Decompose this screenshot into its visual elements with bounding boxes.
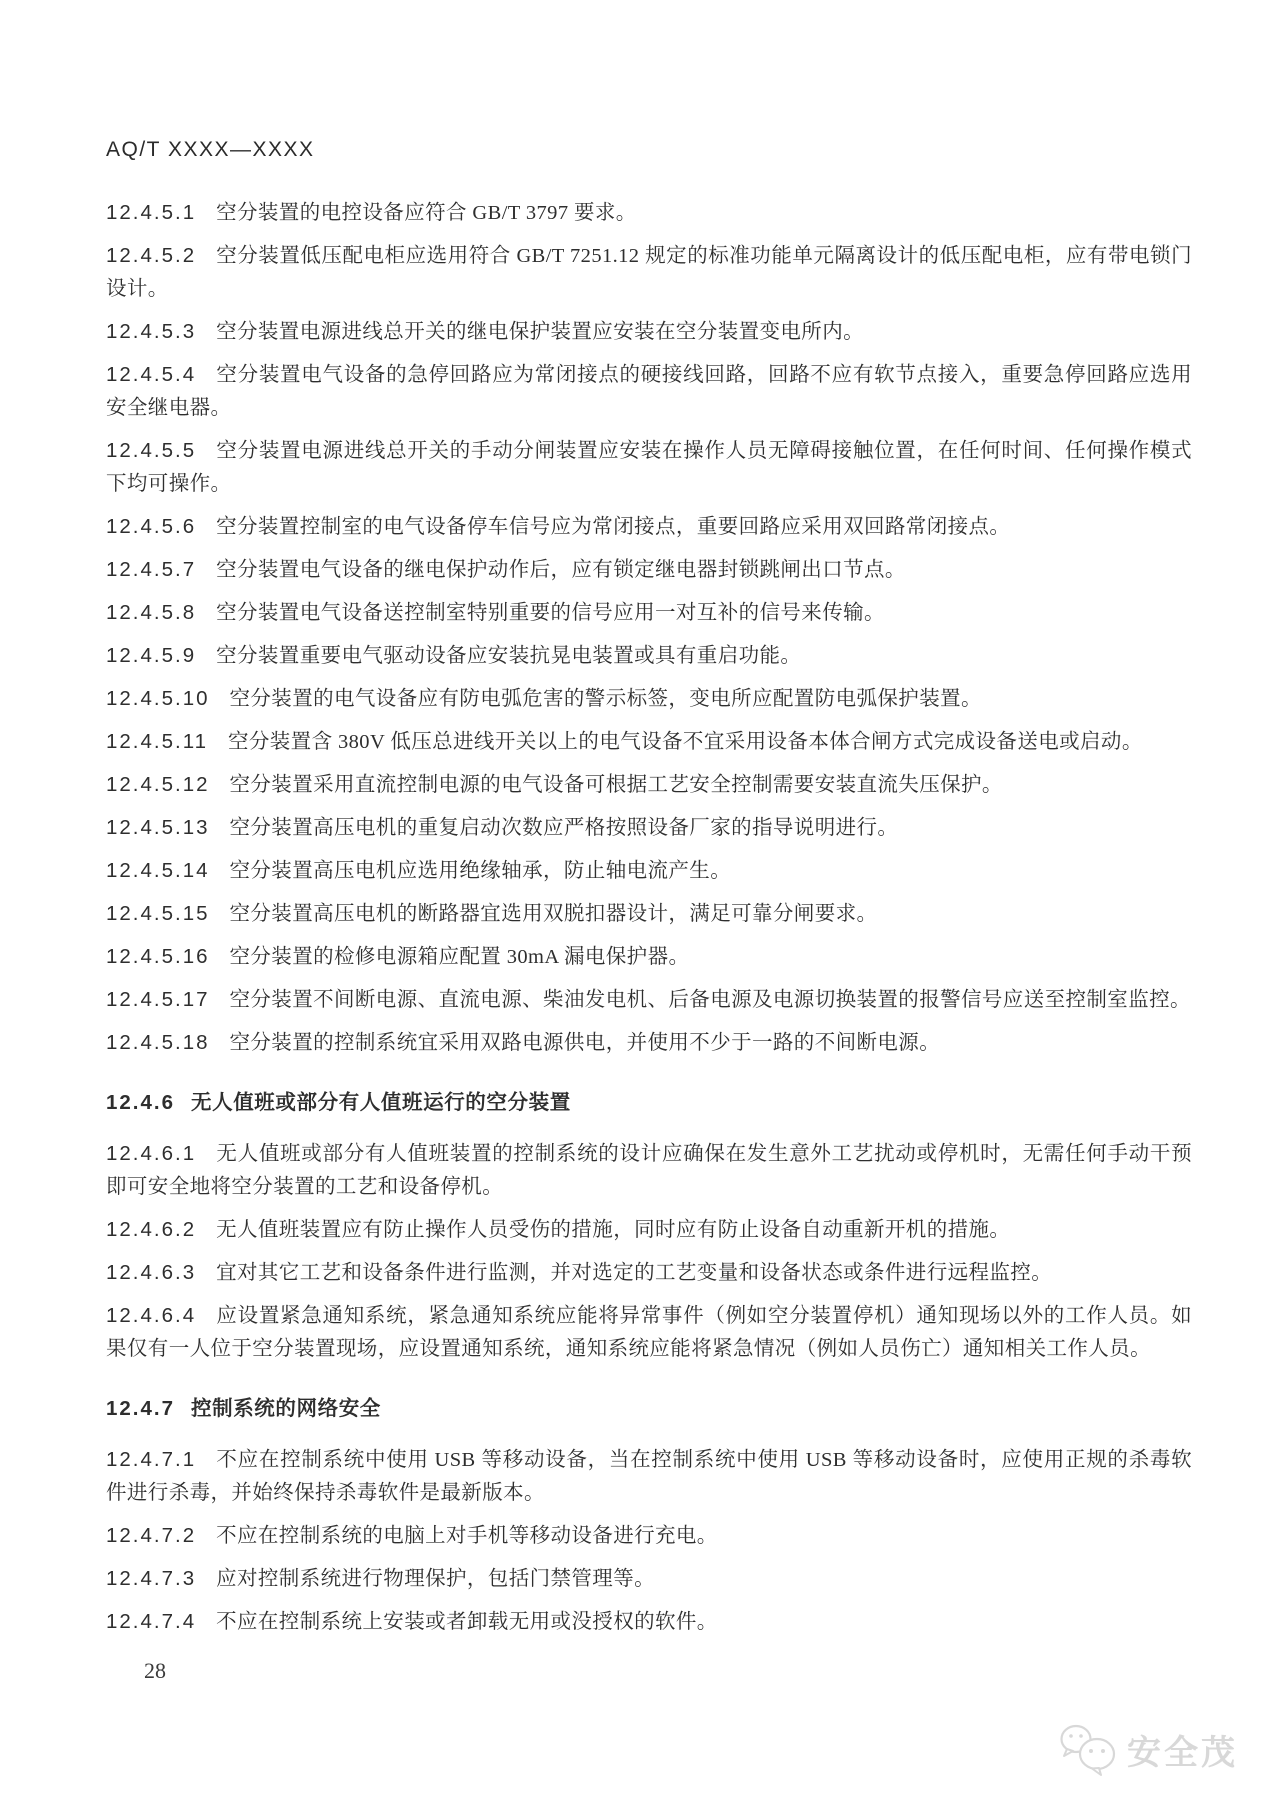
standard-code-header: AQ/T XXXX—XXXX xyxy=(106,138,315,161)
clause-text: 空分装置的检修电源箱应配置 30mA 漏电保护器。 xyxy=(229,946,690,968)
clause-paragraph xyxy=(106,811,1192,845)
clause-number: 12.4.7.1 xyxy=(106,1448,197,1471)
clause-number: 12.4.7.4 xyxy=(106,1610,197,1633)
section-heading xyxy=(106,1086,1192,1119)
clause-number: 12.4.6.3 xyxy=(106,1261,197,1284)
clause-paragraph xyxy=(106,854,1192,888)
clause-number: 12.4.5.11 xyxy=(106,730,208,753)
clause-paragraph xyxy=(106,358,1192,425)
clause-text: 控制系统的网络安全 xyxy=(191,1397,381,1420)
clause-text: 空分装置采用直流控制电源的电气设备可根据工艺安全控制需要安装直流失压保护。 xyxy=(229,774,1003,796)
clause-number: 12.4.5.6 xyxy=(106,515,197,538)
document-body xyxy=(106,196,1192,1648)
clause-number: 12.4.5.9 xyxy=(106,644,197,667)
clause-text: 空分装置电气设备的急停回路应为常闭接点的硬接线回路，回路不应有软节点接入，重要急停回路应选用安全继电器。 xyxy=(106,364,1192,419)
clause-paragraph xyxy=(106,510,1192,544)
clause-number: 12.4.6.1 xyxy=(106,1142,197,1165)
clause-paragraph xyxy=(106,983,1192,1017)
clause-text: 无人值班装置应有防止操作人员受伤的措施，同时应有防止设备自动重新开机的措施。 xyxy=(216,1219,1011,1241)
clause-text: 空分装置低压配电柜应选用符合 GB/T 7251.12 规定的标准功能单元隔离设计的低压配电柜，应有带电锁门设计。 xyxy=(106,245,1192,300)
clause-text: 空分装置的电控设备应符合 GB/T 3797 要求。 xyxy=(216,202,637,224)
clause-number: 12.4.6.2 xyxy=(106,1218,197,1241)
clause-text: 空分装置含 380V 低压总进线开关以上的电气设备不宜采用设备本体合闸方式完成设备送电或启动。 xyxy=(227,731,1143,753)
clause-number: 12.4.5.17 xyxy=(106,988,210,1011)
clause-paragraph xyxy=(106,639,1192,673)
clause-number: 12.4.5.5 xyxy=(106,439,197,462)
clause-paragraph xyxy=(106,1605,1192,1639)
clause-text: 空分装置电气设备的继电保护动作后，应有锁定继电器封锁跳闸出口节点。 xyxy=(216,559,906,581)
clause-number: 12.4.5.10 xyxy=(106,687,210,710)
clause-text: 应对控制系统进行物理保护，包括门禁管理等。 xyxy=(216,1568,655,1590)
clause-number: 12.4.5.7 xyxy=(106,558,197,581)
clause-number: 12.4.5.3 xyxy=(106,320,197,343)
clause-text: 不应在控制系统的电脑上对手机等移动设备进行充电。 xyxy=(216,1525,718,1547)
clause-paragraph xyxy=(106,1562,1192,1596)
clause-paragraph xyxy=(106,1519,1192,1553)
clause-text: 空分装置的电气设备应有防电弧危害的警示标签，变电所应配置防电弧保护装置。 xyxy=(229,688,982,710)
clause-number: 12.4.5.13 xyxy=(106,816,210,839)
clause-text: 空分装置电气设备送控制室特别重要的信号应用一对互补的信号来传输。 xyxy=(216,602,885,624)
clause-paragraph xyxy=(106,596,1192,630)
chat-bubbles-icon xyxy=(1057,1722,1119,1776)
clause-paragraph xyxy=(106,1443,1192,1510)
clause-number: 12.4.6.4 xyxy=(106,1304,197,1327)
clause-paragraph xyxy=(106,897,1192,931)
clause-text: 应设置紧急通知系统，紧急通知系统应能将异常事件（例如空分装置停机）通知现场以外的工作人员。如果仅有一人位于空分装置现场，应设置通知系统，通知系统应能将紧急情况（例如人员伤亡）通知相关工作人员。 xyxy=(106,1305,1192,1360)
clause-number: 12.4.6 xyxy=(106,1091,175,1114)
clause-text: 无人值班或部分有人值班运行的空分装置 xyxy=(191,1091,571,1114)
clause-text: 宜对其它工艺和设备条件进行监测，并对选定的工艺变量和设备状态或条件进行远程监控。 xyxy=(216,1262,1053,1284)
clause-paragraph xyxy=(106,1213,1192,1247)
clause-paragraph xyxy=(106,1137,1192,1204)
clause-paragraph xyxy=(106,196,1192,230)
clause-text: 空分装置控制室的电气设备停车信号应为常闭接点，重要回路应采用双回路常闭接点。 xyxy=(216,516,1011,538)
clause-number: 12.4.5.1 xyxy=(106,201,197,224)
clause-text: 不应在控制系统上安装或者卸载无用或没授权的软件。 xyxy=(216,1611,718,1633)
section-heading xyxy=(106,1392,1192,1425)
clause-number: 12.4.7.2 xyxy=(106,1524,197,1547)
clause-paragraph xyxy=(106,725,1192,759)
clause-text: 空分装置高压电机应选用绝缘轴承，防止轴电流产生。 xyxy=(229,860,732,882)
clause-paragraph xyxy=(106,682,1192,716)
watermark xyxy=(1057,1722,1238,1776)
clause-number: 12.4.5.14 xyxy=(106,859,210,882)
watermark-text: 安全茂 xyxy=(1127,1733,1238,1772)
clause-number: 12.4.5.16 xyxy=(106,945,210,968)
clause-number: 12.4.5.4 xyxy=(106,363,197,386)
clause-number: 12.4.5.15 xyxy=(106,902,210,925)
clause-paragraph xyxy=(106,434,1192,501)
clause-text: 无人值班或部分有人值班装置的控制系统的设计应确保在发生意外工艺扰动或停机时，无需任何手动干预即可安全地将空分装置的工艺和设备停机。 xyxy=(106,1143,1192,1198)
clause-paragraph xyxy=(106,1299,1192,1366)
clause-paragraph xyxy=(106,315,1192,349)
clause-number: 12.4.7.3 xyxy=(106,1567,197,1590)
clause-number: 12.4.7 xyxy=(106,1397,175,1420)
clause-text: 不应在控制系统中使用 USB 等移动设备，当在控制系统中使用 USB 等移动设备时，应使用正规的杀毒软件进行杀毒，并始终保持杀毒软件是最新版本。 xyxy=(106,1449,1192,1504)
clause-text: 空分装置高压电机的断路器宜选用双脱扣器设计，满足可靠分闸要求。 xyxy=(229,903,878,925)
clause-text: 空分装置不间断电源、直流电源、柴油发电机、后备电源及电源切换装置的报警信号应送至控制室监控。 xyxy=(229,989,1191,1011)
clause-number: 12.4.5.18 xyxy=(106,1031,210,1054)
clause-paragraph xyxy=(106,1026,1192,1060)
clause-paragraph xyxy=(106,553,1192,587)
clause-text: 空分装置高压电机的重复启动次数应严格按照设备厂家的指导说明进行。 xyxy=(229,817,899,839)
clause-paragraph xyxy=(106,768,1192,802)
clause-paragraph xyxy=(106,239,1192,306)
page-number: 28 xyxy=(144,1658,166,1683)
clause-number: 12.4.5.2 xyxy=(106,244,197,267)
clause-text: 空分装置电源进线总开关的手动分闸装置应安装在操作人员无障碍接触位置，在任何时间、任何操作模式下均可操作。 xyxy=(106,440,1192,495)
clause-text: 空分装置的控制系统宜采用双路电源供电，并使用不少于一路的不间断电源。 xyxy=(229,1032,941,1054)
clause-text: 空分装置电源进线总开关的继电保护装置应安装在空分装置变电所内。 xyxy=(216,321,864,343)
clause-paragraph xyxy=(106,940,1192,974)
clause-number: 12.4.5.8 xyxy=(106,601,197,624)
clause-number: 12.4.5.12 xyxy=(106,773,210,796)
clause-text: 空分装置重要电气驱动设备应安装抗晃电装置或具有重启功能。 xyxy=(216,645,802,667)
clause-paragraph xyxy=(106,1256,1192,1290)
